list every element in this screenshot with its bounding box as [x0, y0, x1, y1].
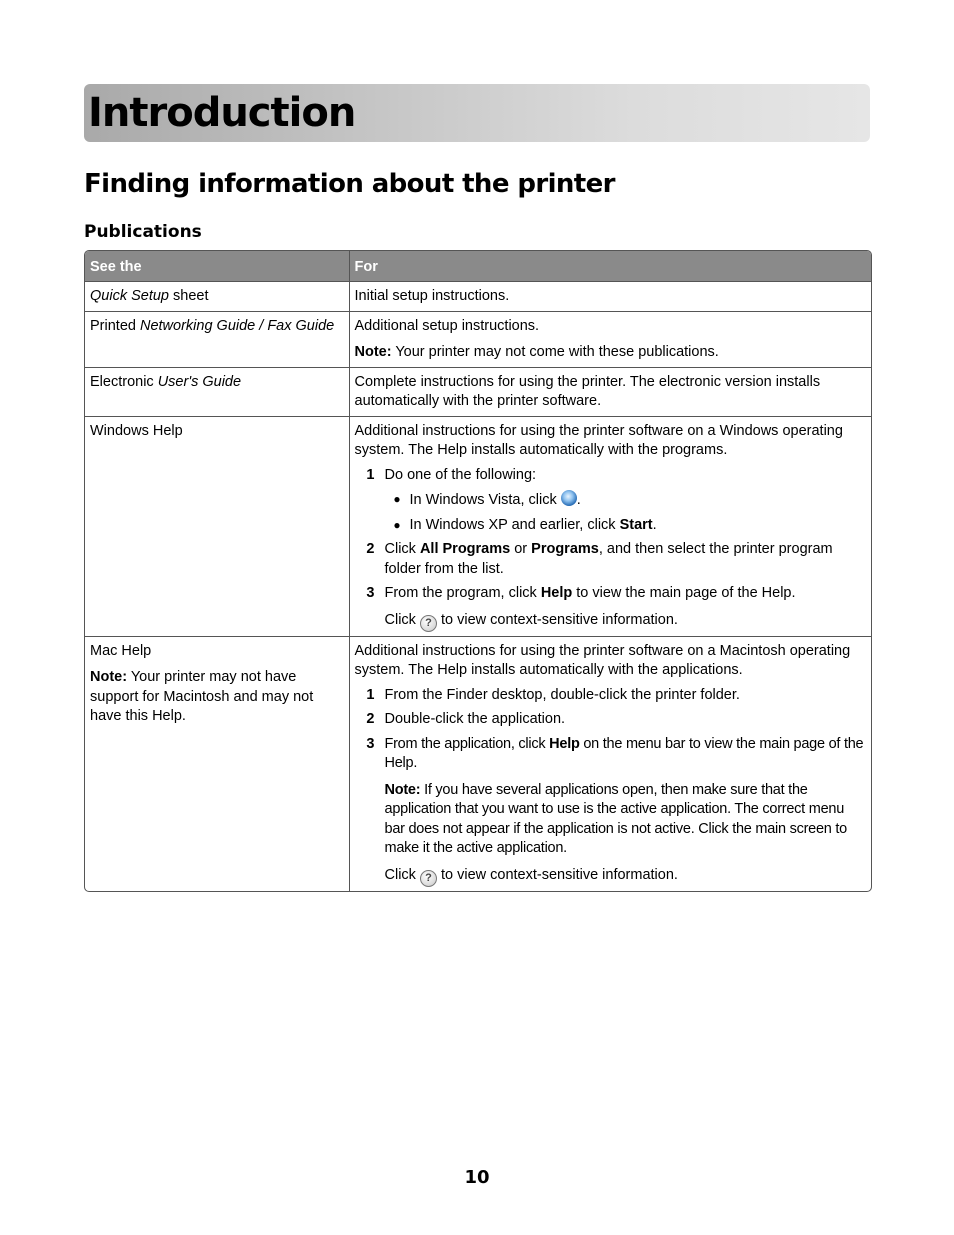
cell-for: Additional instructions for using the printer software on a Macintosh operating system. The Help installs automatically with the applications. 1 From the Finder desktop, double-click the printer folder. 2 Double-click the application. 3 From the application, click Help on the menu bar to view the main page of the Help. Note: If you have several applications open, then make sure that the application that you want to use is the active application. The correct menu bar does not appear if the application is not active. Click the main screen to make it the active application. Click ? to view context-sensitive information. — [349, 636, 871, 891]
step-item: 2 Double-click the application. — [366, 711, 566, 727]
cell-for: Additional instructions for using the printer software on a Windows operating system. The Help installs automatically with the programs. 1 Do one of the following: ● In Windows Vista, click . ● In Windows XP and earlier, click Start. 2 Click All Programs or Programs, and then select the printer program folder from the list. 3 From the program, click Help to view the main page of the Help. Click ? to view context-sensitive information. — [349, 416, 871, 636]
note: Note: Your printer may not have support for Macintosh and may not have this Help. — [90, 669, 314, 724]
table-row — [85, 367, 871, 416]
bullet-item: ● In Windows Vista, click . — [385, 490, 867, 511]
step-item: 2 Click All Programs or Programs, and then select the printer program folder from the list. — [366, 541, 833, 577]
chapter-title: Introduction — [88, 90, 356, 136]
help-question-icon: ? — [420, 870, 437, 887]
note: Note: If you have several applications open, then make sure that the application that you want to use is the active application. The correct menu bar does not appear if the application is not active. Click the main screen to make it the active application. — [384, 781, 847, 856]
note: Note: Your printer may not come with these publications. — [354, 344, 719, 360]
bullet-item: ● In Windows XP and earlier, click Start. — [385, 516, 867, 536]
cell-for: Initial setup instructions. — [349, 282, 871, 312]
publications-table — [84, 250, 872, 892]
cell-for: Complete instructions for using the printer. The electronic version installs automatically with the printer software. — [349, 367, 871, 416]
table-row — [85, 282, 871, 312]
cell-see: Electronic User's Guide — [85, 367, 349, 416]
column-header-see-the: See the — [85, 251, 349, 282]
subsection-heading: Publications — [84, 222, 202, 242]
step-list — [355, 686, 867, 887]
column-header-for: For — [349, 251, 871, 282]
step-item: 3 From the application, click Help on the menu bar to view the main page of the Help. — [366, 735, 864, 771]
help-question-icon: ? — [420, 615, 437, 632]
windows-start-icon — [561, 490, 577, 506]
step-item: 1 Do one of the following: — [366, 466, 537, 483]
step-item: 1 From the Finder desktop, double-click the printer folder. — [366, 686, 740, 703]
cell-see: Printed Networking Guide / Fax Guide — [85, 311, 349, 367]
chapter-banner — [84, 84, 870, 142]
section-heading: Finding information about the printer — [84, 169, 615, 199]
cell-see: Mac Help Note: Your printer may not have support for Macintosh and may not have this Help. — [85, 636, 349, 891]
table-header-row — [85, 251, 871, 282]
bullet-list — [385, 490, 867, 535]
context-help-note: Click ? to view context-sensitive information. — [385, 611, 867, 632]
cell-see: Quick Setup sheet — [85, 282, 349, 312]
table-row — [85, 311, 871, 367]
context-help-note: Click ? to view context-sensitive information. — [385, 866, 867, 887]
cell-for: Additional setup instructions. Note: Your printer may not come with these publications. — [349, 311, 871, 367]
bullet-icon: ● — [393, 492, 401, 506]
step-item: 3 From the program, click Help to view the main page of the Help. — [366, 585, 796, 601]
step-list — [355, 466, 867, 632]
table-row — [85, 416, 871, 636]
cell-see: Windows Help — [85, 416, 349, 636]
bullet-icon: ● — [393, 517, 401, 532]
table-row — [85, 636, 871, 891]
page-number: 10 — [464, 1167, 490, 1188]
